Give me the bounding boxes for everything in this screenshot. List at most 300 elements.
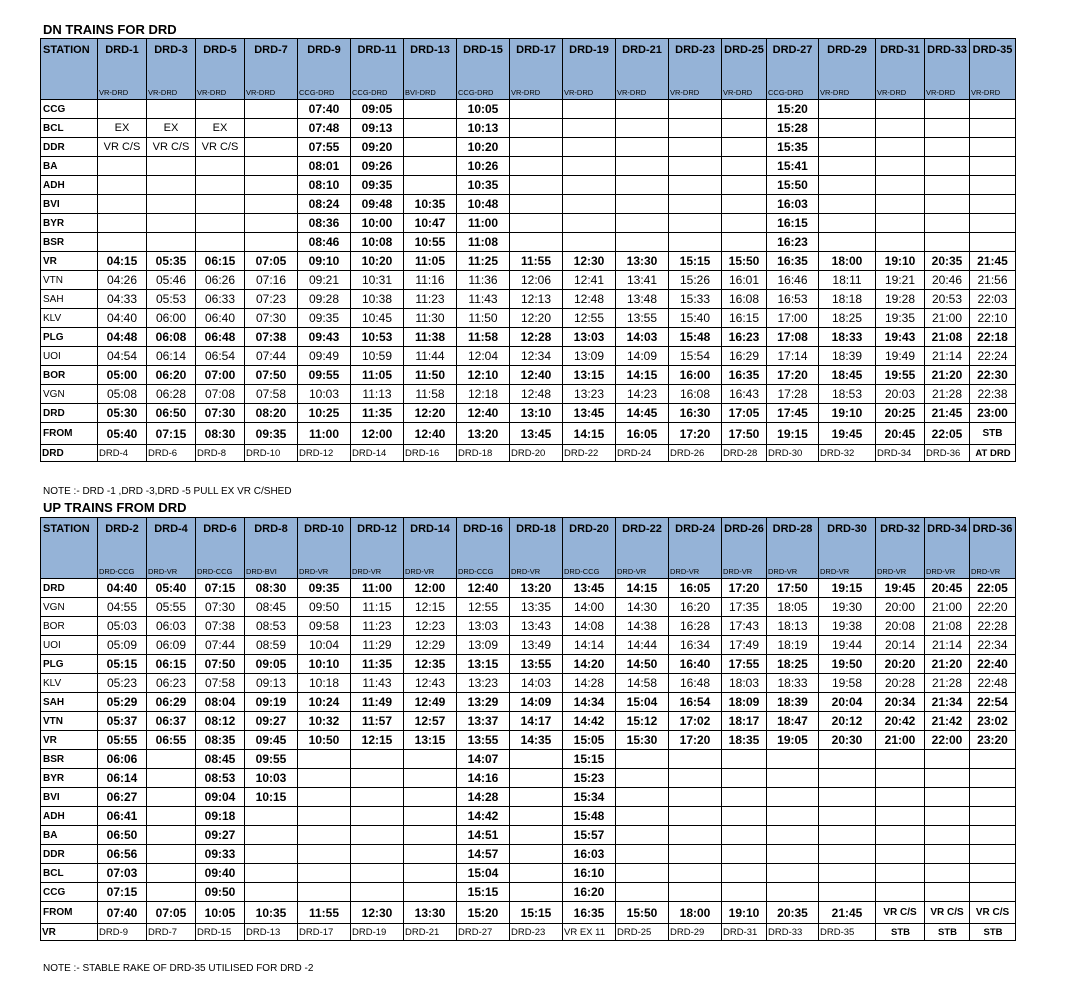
time-cell (669, 138, 722, 157)
table-row (41, 195, 1016, 214)
time-cell: 19:30 (819, 598, 876, 617)
time-cell: 19:35 (876, 309, 925, 328)
time-cell: 13:30 (404, 902, 457, 924)
time-cell: 12:48 (510, 385, 563, 404)
time-cell: 13:45 (563, 579, 616, 598)
time-cell: 12:43 (404, 674, 457, 693)
dn-note: NOTE :- DRD -1 ,DRD -3,DRD -5 PULL EX VR C/SHED (43, 486, 292, 497)
table-row (41, 750, 1016, 769)
time-cell: 18:53 (819, 385, 876, 404)
time-cell (245, 864, 298, 883)
time-cell: 19:10 (819, 404, 876, 423)
time-cell: 14:09 (510, 693, 563, 712)
time-cell: 18:33 (819, 328, 876, 347)
time-cell: 05:40 (147, 579, 196, 598)
time-cell: 14:23 (616, 385, 669, 404)
time-cell: 19:05 (767, 731, 819, 750)
table-row (41, 902, 1016, 924)
time-cell: 15:50 (767, 176, 819, 195)
table-row (41, 864, 1016, 883)
time-cell (669, 807, 722, 826)
time-cell: 17:49 (722, 636, 767, 655)
time-cell: 16:54 (669, 693, 722, 712)
time-cell (970, 100, 1016, 119)
time-cell: 12:20 (404, 404, 457, 423)
time-cell: 12:28 (510, 328, 563, 347)
time-cell: 11:05 (404, 252, 457, 271)
time-cell: 13:55 (457, 731, 510, 750)
time-cell: 04:15 (98, 252, 147, 271)
time-cell: 13:55 (510, 655, 563, 674)
time-cell: 14:16 (457, 769, 510, 788)
station-name: VR (41, 924, 98, 941)
time-cell: 19:28 (876, 290, 925, 309)
train-code: DRD-17 (516, 44, 556, 56)
time-cell: 04:55 (98, 598, 147, 617)
time-cell: 11:50 (457, 309, 510, 328)
time-cell (147, 826, 196, 845)
time-cell: 15:12 (616, 712, 669, 731)
time-cell: VR C/S (98, 138, 147, 157)
time-cell: 19:21 (876, 271, 925, 290)
next-train-cell: DRD-33 (767, 924, 819, 941)
time-cell: 18:03 (722, 674, 767, 693)
time-cell (819, 826, 876, 845)
time-cell: 10:15 (245, 788, 298, 807)
time-cell (616, 826, 669, 845)
time-cell: 12:49 (404, 693, 457, 712)
time-cell: 22:10 (970, 309, 1016, 328)
train-route: VR-DRD (246, 88, 276, 97)
time-cell: 11:49 (351, 693, 404, 712)
train-code: DRD-32 (880, 523, 920, 535)
time-cell: 11:23 (404, 290, 457, 309)
train-code: DRD-8 (254, 523, 288, 535)
time-cell (298, 750, 351, 769)
time-cell: 16:20 (669, 598, 722, 617)
time-cell: 06:37 (147, 712, 196, 731)
time-cell: 16:05 (669, 579, 722, 598)
up-column-header (98, 518, 147, 579)
time-cell: 04:54 (98, 347, 147, 366)
dn-column-header (245, 39, 298, 100)
station-name: BCL (41, 864, 98, 883)
table-row (41, 404, 1016, 423)
time-cell: 18:35 (722, 731, 767, 750)
table-row (41, 214, 1016, 233)
time-cell: 13:03 (563, 328, 616, 347)
train-route: DRD-VR (877, 567, 907, 576)
time-cell: 10:18 (298, 674, 351, 693)
time-cell: 21:45 (925, 404, 970, 423)
table-row (41, 883, 1016, 902)
station-name: VTN (41, 271, 98, 290)
train-route: DRD-CCG (197, 567, 233, 576)
time-cell: 08:36 (298, 214, 351, 233)
up-column-header (147, 518, 196, 579)
time-cell (970, 845, 1016, 864)
time-cell: 10:31 (351, 271, 404, 290)
time-cell (925, 750, 970, 769)
dn-column-header (722, 39, 767, 100)
time-cell: 18:39 (819, 347, 876, 366)
next-train-cell: DRD-31 (722, 924, 767, 941)
time-cell: 13:09 (457, 636, 510, 655)
train-route: DRD-CCG (564, 567, 600, 576)
train-route: DRD-CCG (458, 567, 494, 576)
time-cell: 16:40 (669, 655, 722, 674)
time-cell: 15:15 (457, 883, 510, 902)
time-cell: 05:15 (98, 655, 147, 674)
next-train-cell: STB (970, 924, 1016, 941)
time-cell: 08:53 (196, 769, 245, 788)
time-cell: 06:28 (147, 385, 196, 404)
time-cell: 21:45 (970, 252, 1016, 271)
time-cell: 09:58 (298, 617, 351, 636)
time-cell (925, 769, 970, 788)
time-cell: 11:35 (351, 655, 404, 674)
dn-column-header (563, 39, 616, 100)
time-cell: 10:10 (298, 655, 351, 674)
time-cell (98, 195, 147, 214)
next-train-cell: DRD-6 (147, 445, 196, 462)
time-cell: 13:45 (563, 404, 616, 423)
time-cell: 20:45 (876, 423, 925, 445)
time-cell (404, 845, 457, 864)
time-cell (876, 883, 925, 902)
time-cell: 22:34 (970, 636, 1016, 655)
time-cell (669, 100, 722, 119)
train-route: DRD-VR (926, 567, 956, 576)
time-cell: 19:45 (819, 423, 876, 445)
time-cell: 16:48 (669, 674, 722, 693)
time-cell: 05:55 (98, 731, 147, 750)
time-cell: 08:24 (298, 195, 351, 214)
train-route: VR-DRD (877, 88, 907, 97)
next-train-cell: DRD-35 (819, 924, 876, 941)
time-cell: 07:30 (196, 404, 245, 423)
time-cell: 15:15 (669, 252, 722, 271)
train-code: DRD-35 (972, 44, 1013, 56)
time-cell (819, 883, 876, 902)
next-train-cell: DRD-12 (298, 445, 351, 462)
time-cell (925, 826, 970, 845)
time-cell (669, 750, 722, 769)
time-cell: 17:14 (767, 347, 819, 366)
train-code: DRD-33 (927, 44, 967, 56)
time-cell: 07:05 (147, 902, 196, 924)
time-cell (147, 214, 196, 233)
time-cell (722, 119, 767, 138)
time-cell (196, 176, 245, 195)
time-cell (98, 100, 147, 119)
time-cell (722, 788, 767, 807)
train-code: DRD-16 (463, 523, 503, 535)
table-row (41, 655, 1016, 674)
next-train-cell: AT DRD (970, 445, 1016, 462)
time-cell: 05:55 (147, 598, 196, 617)
time-cell (925, 864, 970, 883)
station-name: BYR (41, 214, 98, 233)
time-cell: 06:27 (98, 788, 147, 807)
time-cell: 13:10 (510, 404, 563, 423)
time-cell (98, 214, 147, 233)
table-row (41, 100, 1016, 119)
time-cell (196, 214, 245, 233)
train-route: VR-DRD (617, 88, 647, 97)
time-cell (876, 195, 925, 214)
time-cell: 20:53 (925, 290, 970, 309)
time-cell (669, 157, 722, 176)
dn-column-header (457, 39, 510, 100)
time-cell (245, 100, 298, 119)
time-cell (876, 233, 925, 252)
time-cell: 17:00 (767, 309, 819, 328)
time-cell: 06:14 (147, 347, 196, 366)
station-name: FROM (41, 423, 98, 445)
time-cell: 19:15 (819, 579, 876, 598)
time-cell: 19:58 (819, 674, 876, 693)
table-row (41, 617, 1016, 636)
dn-column-header (925, 39, 970, 100)
time-cell (616, 807, 669, 826)
time-cell (616, 883, 669, 902)
time-cell: 09:13 (245, 674, 298, 693)
time-cell (196, 233, 245, 252)
train-code: DRD-34 (927, 523, 967, 535)
time-cell: 12:13 (510, 290, 563, 309)
train-code: DRD-25 (724, 44, 764, 56)
time-cell: 06:29 (147, 693, 196, 712)
station-name: SAH (41, 290, 98, 309)
next-train-cell: DRD-7 (147, 924, 196, 941)
train-route: CCG-DRD (768, 88, 804, 97)
station-name: VR (41, 731, 98, 750)
time-cell: 13:20 (510, 579, 563, 598)
time-cell: 20:34 (876, 693, 925, 712)
up-column-header (457, 518, 510, 579)
time-cell: 13:03 (457, 617, 510, 636)
time-cell: 10:03 (245, 769, 298, 788)
table-row (41, 598, 1016, 617)
time-cell: 15:23 (563, 769, 616, 788)
time-cell (404, 807, 457, 826)
time-cell: VR C/S (196, 138, 245, 157)
next-train-cell: DRD-13 (245, 924, 298, 941)
station-name: SAH (41, 693, 98, 712)
time-cell (819, 195, 876, 214)
time-cell: 10:00 (351, 214, 404, 233)
time-cell: 10:20 (351, 252, 404, 271)
train-code: DRD-19 (569, 44, 609, 56)
dn-column-header (404, 39, 457, 100)
time-cell (298, 826, 351, 845)
time-cell: 09:26 (351, 157, 404, 176)
time-cell: 07:38 (196, 617, 245, 636)
time-cell: 11:00 (298, 423, 351, 445)
time-cell (404, 119, 457, 138)
time-cell (510, 195, 563, 214)
time-cell: 07:15 (147, 423, 196, 445)
time-cell (563, 138, 616, 157)
time-cell: 10:03 (298, 385, 351, 404)
time-cell (563, 176, 616, 195)
time-cell: 15:33 (669, 290, 722, 309)
time-cell: EX (196, 119, 245, 138)
time-cell: 17:50 (767, 579, 819, 598)
time-cell (147, 157, 196, 176)
time-cell: 15:57 (563, 826, 616, 845)
time-cell: 19:15 (767, 423, 819, 445)
up-column-header (563, 518, 616, 579)
time-cell (876, 826, 925, 845)
next-train-cell: DRD-22 (563, 445, 616, 462)
time-cell (970, 826, 1016, 845)
time-cell (669, 233, 722, 252)
time-cell: 07:55 (298, 138, 351, 157)
time-cell (147, 176, 196, 195)
time-cell (970, 119, 1016, 138)
time-cell: 09:35 (298, 309, 351, 328)
time-cell (563, 100, 616, 119)
time-cell (970, 195, 1016, 214)
time-cell (722, 233, 767, 252)
time-cell: 06:14 (98, 769, 147, 788)
time-cell: 18:09 (722, 693, 767, 712)
table-row (41, 176, 1016, 195)
up-column-header (669, 518, 722, 579)
time-cell: 17:45 (767, 404, 819, 423)
time-cell (970, 176, 1016, 195)
time-cell (510, 883, 563, 902)
station-name: BA (41, 157, 98, 176)
time-cell (616, 769, 669, 788)
time-cell: 14:28 (457, 788, 510, 807)
time-cell (510, 100, 563, 119)
time-cell (404, 750, 457, 769)
train-route: DRD-VR (820, 567, 850, 576)
time-cell: 09:40 (196, 864, 245, 883)
next-train-cell: DRD-28 (722, 445, 767, 462)
time-cell: 12:06 (510, 271, 563, 290)
time-cell (147, 750, 196, 769)
train-route: DRD-VR (299, 567, 329, 576)
time-cell (404, 100, 457, 119)
time-cell: 10:13 (457, 119, 510, 138)
time-cell: 05:30 (98, 404, 147, 423)
time-cell: 07:50 (196, 655, 245, 674)
time-cell: 11:35 (351, 404, 404, 423)
time-cell (767, 788, 819, 807)
time-cell: 19:10 (876, 252, 925, 271)
time-cell: 21:20 (925, 366, 970, 385)
train-code: DRD-31 (880, 44, 920, 56)
time-cell: 11:08 (457, 233, 510, 252)
time-cell: 09:27 (245, 712, 298, 731)
up-column-header (404, 518, 457, 579)
time-cell: 08:46 (298, 233, 351, 252)
time-cell: 07:40 (298, 100, 351, 119)
station-name: PLG (41, 655, 98, 674)
time-cell: 20:46 (925, 271, 970, 290)
train-code: DRD-22 (622, 523, 662, 535)
time-cell (722, 100, 767, 119)
time-cell: 04:40 (98, 309, 147, 328)
time-cell (351, 788, 404, 807)
time-cell (510, 845, 563, 864)
time-cell (925, 100, 970, 119)
time-cell: 18:18 (819, 290, 876, 309)
table-row (41, 826, 1016, 845)
time-cell (876, 788, 925, 807)
dn-column-header (767, 39, 819, 100)
time-cell: 21:56 (970, 271, 1016, 290)
train-route: CCG-DRD (352, 88, 388, 97)
time-cell: 06:50 (98, 826, 147, 845)
time-cell: 10:35 (245, 902, 298, 924)
time-cell (970, 750, 1016, 769)
time-cell: 22:30 (970, 366, 1016, 385)
table-row (41, 309, 1016, 328)
time-cell (616, 750, 669, 769)
time-cell: 13:15 (457, 655, 510, 674)
time-cell: 10:08 (351, 233, 404, 252)
train-route: DRD-VR (511, 567, 541, 576)
time-cell: 06:56 (98, 845, 147, 864)
time-cell (925, 157, 970, 176)
train-route: CCG-DRD (299, 88, 335, 97)
time-cell (510, 157, 563, 176)
train-code: DRD-5 (203, 44, 237, 56)
time-cell: 14:03 (510, 674, 563, 693)
time-cell: 14:30 (616, 598, 669, 617)
time-cell: 18:47 (767, 712, 819, 731)
time-cell: 17:55 (722, 655, 767, 674)
time-cell: 14:42 (457, 807, 510, 826)
time-cell (876, 864, 925, 883)
time-cell: 07:15 (98, 883, 147, 902)
time-cell (616, 214, 669, 233)
time-cell: 14:08 (563, 617, 616, 636)
time-cell: 09:55 (245, 750, 298, 769)
train-code: DRD-6 (203, 523, 237, 535)
time-cell: 13:15 (404, 731, 457, 750)
time-cell (351, 750, 404, 769)
time-cell (404, 769, 457, 788)
time-cell: 07:16 (245, 271, 298, 290)
next-train-cell: DRD-26 (669, 445, 722, 462)
time-cell: 10:35 (404, 195, 457, 214)
time-cell: 07:44 (245, 347, 298, 366)
time-cell: 09:04 (196, 788, 245, 807)
station-name: BOR (41, 617, 98, 636)
time-cell: 09:21 (298, 271, 351, 290)
time-cell: 21:34 (925, 693, 970, 712)
time-cell (616, 138, 669, 157)
time-cell: 08:04 (196, 693, 245, 712)
time-cell (819, 750, 876, 769)
table-row (41, 252, 1016, 271)
time-cell: 06:15 (196, 252, 245, 271)
next-train-cell: VR EX 11 (563, 924, 616, 941)
time-cell: 12:40 (457, 404, 510, 423)
station-name: ADH (41, 176, 98, 195)
time-cell (722, 807, 767, 826)
time-cell (563, 119, 616, 138)
time-cell: 07:58 (196, 674, 245, 693)
train-code: DRD-30 (827, 523, 867, 535)
next-train-cell: DRD-36 (925, 445, 970, 462)
